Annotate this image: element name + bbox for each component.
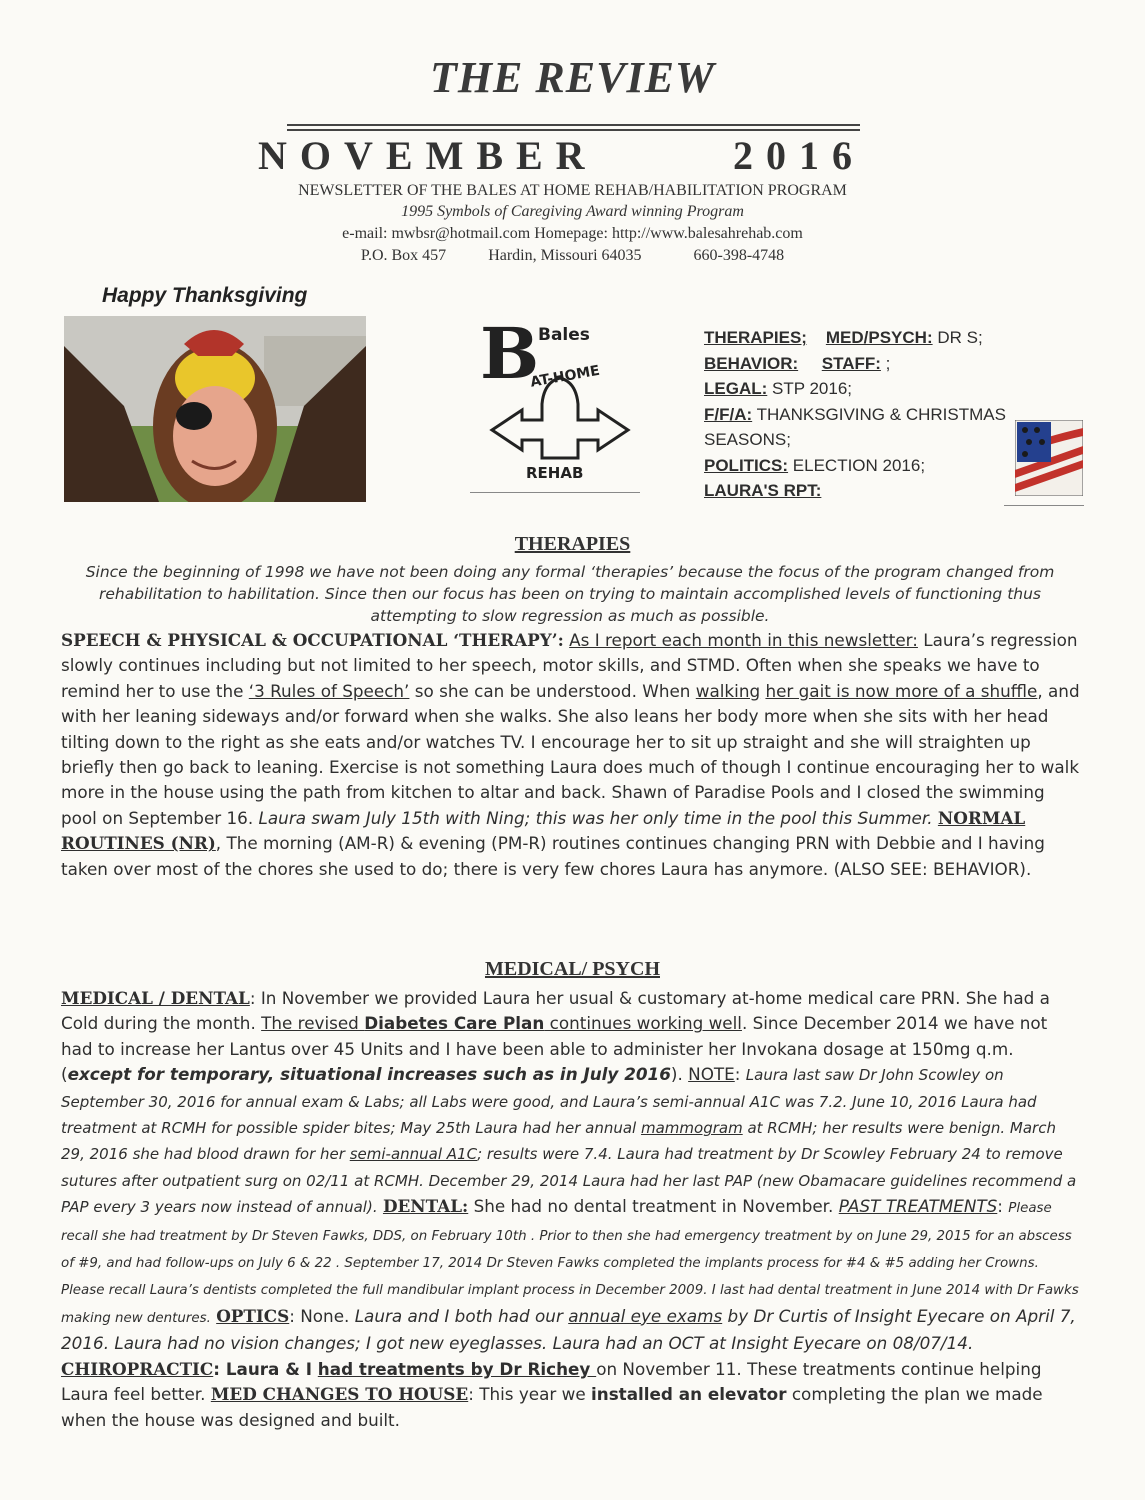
therapy-text-12: , The morning (AM-R) & evening (PM-R) routines continues changing PRN with Debbie and I having taken over most of the chores she used to do; there is very few chores Laura has anymore. (ALSO SEE: BEHAVIOR). bbox=[61, 833, 1045, 879]
medical-history-1: Laura last saw Dr John Scowley on September 30, 2016 for annual exam & Labs; all Labs were good, and Laura’s semi-annual A1C was 7.2. June 10, 2016 Laura had treatment at RCMH for possible spider bites; May 25th Laura had her annual bbox=[61, 1066, 1037, 1138]
title-rule-top bbox=[287, 124, 860, 126]
city: Hardin, Missouri 64035 bbox=[488, 247, 642, 264]
po-box: P.O. Box 457 bbox=[360, 247, 447, 264]
topic-legal: LEGAL: bbox=[704, 379, 768, 398]
past-treatments-text: Please recall she had treatment by Dr Steven Fawks, DDS, on February 10th . Prior to then she had emergency treatment by on June 29, 2015 for an abscess of #9, and had follow-ups on July 6 & 22 . September 17, 2014 Dr Steven Fawks completed the implants process for #4 & #5 adding her Crowns. Please recall Laura’s dentists completed the full mandibular implant process in December 2009. I last had dental treatment in June 2014 with Dr Fawks making new dentures. bbox=[61, 1201, 1079, 1326]
photo-caption: Happy Thanksgiving bbox=[102, 284, 308, 307]
phone: 660-398-4748 bbox=[693, 247, 785, 264]
therapy-text-1: As I report each month in this newsletter: bbox=[569, 630, 918, 650]
topic-med-psych: MED/PSYCH: bbox=[825, 328, 933, 347]
medical-history-2: at RCMH; her results were benign. March 29, 2016 she had blood drawn for her bbox=[61, 1119, 1056, 1164]
therapy-text-4: so she can be understood. When bbox=[409, 680, 696, 701]
therapy-swim-note: Laura swam July 15th with Ning; this was her only time in the pool this Summer. bbox=[258, 807, 933, 828]
logo-label: REHAB bbox=[526, 464, 584, 482]
newsletter-subtitle: NEWSLETTER OF THE BALES AT HOME REHAB/HABILITATION PROGRAM bbox=[298, 182, 847, 199]
optics-heading: OPTICS bbox=[216, 1305, 290, 1326]
semi-annual-a1c: semi-annual A1C bbox=[349, 1145, 478, 1164]
rules-of-speech: ‘3 Rules of Speech’ bbox=[248, 680, 410, 701]
topic-legal-value: STP 2016; bbox=[767, 379, 853, 398]
topic-therapies: THERAPIES; bbox=[704, 328, 807, 347]
contact-line: e-mail: mwbsr@hotmail.com Homepage: http://www.balesahrehab.com bbox=[342, 225, 803, 242]
med-changes-heading: MED CHANGES TO HOUSE bbox=[210, 1384, 469, 1405]
medical-text-8: ). bbox=[670, 1064, 689, 1085]
topic-ffa: F/F/A: bbox=[704, 404, 753, 424]
medical-text-2: : In November we provided Laura her usual & customary at-home medical care PRN. She had a Cold during the month. bbox=[61, 988, 1050, 1034]
logo-letter: B bbox=[480, 318, 540, 395]
normal-routines-heading: NORMAL ROUTINES (NR) bbox=[61, 807, 1026, 854]
medical-text-6: . Since December 2014 we have not had to increase her Lantus over 45 Units and I have been able to administer her Invokana dosage at 150mg q.m. ( bbox=[61, 1013, 1048, 1085]
medical-body bbox=[61, 986, 1081, 1433]
therapy-gait: her gait is now more of a shuffle bbox=[765, 680, 1038, 701]
annual-eye-exams: annual eye exams bbox=[568, 1305, 723, 1326]
optics-text-3: by Dr Curtis of Insight Eyecare on April 7, 2016. Laura had no vision changes; I got new eyeglasses. Laura had an OCT at Insight Eyecare on 08/07/14. bbox=[61, 1305, 1076, 1354]
turkey-costume-photo bbox=[64, 316, 366, 502]
address-line bbox=[0, 247, 1145, 265]
medical-text-20: : bbox=[997, 1196, 1009, 1217]
bales-at-home-rehab-logo bbox=[472, 318, 640, 494]
topic-med-psych-value: DR S; bbox=[932, 328, 983, 347]
medical-text-10: : bbox=[734, 1064, 746, 1085]
flag-underline bbox=[1004, 505, 1084, 506]
elevator-note: installed an elevator bbox=[591, 1384, 787, 1405]
logo-underline bbox=[470, 492, 640, 493]
chiropractic-heading: CHIROPRACTIC bbox=[61, 1358, 214, 1379]
therapy-lead-heading: SPEECH & PHYSICAL & OCCUPATIONAL ‘THERAPY’: bbox=[61, 630, 564, 650]
issue-year: 2016 bbox=[733, 133, 865, 178]
topic-politics: POLITICS: bbox=[704, 455, 789, 475]
topic-lauras-report: LAURA'S RPT: bbox=[704, 481, 822, 500]
chiro-treatments: had treatments by Dr Richey bbox=[317, 1358, 597, 1379]
dental-text: She had no dental treatment in November. bbox=[468, 1196, 839, 1217]
diabetes-care-plan: Diabetes Care Plan bbox=[364, 1013, 545, 1034]
past-treatments-label: PAST TREATMENTS bbox=[838, 1196, 998, 1217]
mammogram: mammogram bbox=[640, 1119, 743, 1138]
topic-staff-value: ; bbox=[880, 353, 891, 373]
medical-text-3: The revised bbox=[261, 1013, 365, 1034]
medical-history-3: ; results were 7.4. Laura had treatment by Dr Scowley February 24 to remove sutures after outpatient surg on 02/11 at RCMH. December 29, 2014 Laura had her last PAP (new Obamacare guidelines recommend a PAP every 3 years now instead of annual). bbox=[61, 1145, 1077, 1217]
chiro-text-1: : Laura & I bbox=[213, 1358, 318, 1379]
therapies-body bbox=[61, 628, 1081, 882]
therapy-text-2: Laura’s regression slowly continues including but not limited to her speech, motor skills, and STMD. Often when she speaks we have to remind her to use the bbox=[61, 630, 1078, 701]
optics-text: : None. bbox=[289, 1305, 355, 1326]
issue-month: NOVEMBER bbox=[258, 133, 598, 178]
medical-exception-note: except for temporary, situational increases such as in July 2016 bbox=[67, 1064, 671, 1085]
topic-behavior: BEHAVIOR: bbox=[704, 353, 799, 373]
dental-heading: DENTAL: bbox=[382, 1196, 469, 1217]
topic-staff: STAFF: bbox=[821, 353, 881, 373]
award-line: 1995 Symbols of Caregiving Award winning Program bbox=[401, 203, 744, 220]
therapies-heading: THERAPIES bbox=[514, 533, 631, 555]
house-text-2: completing the plan we made when the house was designed and built. bbox=[61, 1384, 1043, 1430]
medical-psych-heading: MEDICAL/ PSYCH bbox=[484, 958, 660, 980]
house-text-1: : This year we bbox=[468, 1384, 591, 1405]
therapy-text-8: , and with her leaning sideways and/or forward when she walks. She also leans her body more when she sits with her head tilting down to the right as she eats and/or watches TV. I encourage her to sit up straight and she will straighten up briefly then go back to leaning. Exercise is not something Laura does much of though I continue encouraging her to walk more in the house using the path from kitchen to altar and back. Shawn of Paradise Pools and I closed the swimming pool on September 16. bbox=[61, 680, 1080, 828]
note-label: NOTE bbox=[688, 1064, 735, 1085]
logo-arc-text: AT-HOME bbox=[529, 362, 602, 391]
medical-text-5: continues working well bbox=[544, 1013, 742, 1034]
medical-dental-heading: MEDICAL / DENTAL bbox=[61, 988, 250, 1008]
logo-name: Bales bbox=[538, 325, 590, 345]
title-rule-bottom bbox=[287, 129, 860, 131]
chiro-text-2: on November 11. These treatments continue helping Laura feel better. bbox=[61, 1358, 1042, 1405]
us-flag-icon bbox=[1015, 420, 1083, 496]
topics-index bbox=[704, 325, 1064, 504]
topic-ffa-value: THANKSGIVING & CHRISTMAS SEASONS; bbox=[704, 404, 1006, 449]
therapy-walking: walking bbox=[695, 680, 761, 701]
therapies-intro: Since the beginning of 1998 we have not been doing any formal ‘therapies’ because the focus of the program changed from rehabilitation to habilitation. Since then our focus has been on trying to maintain accomplished levels of functioning thus attempting to slow regression as much as possible. bbox=[85, 563, 1055, 625]
optics-text-2: Laura and I both had our bbox=[354, 1305, 569, 1326]
topic-politics-value: ELECTION 2016; bbox=[788, 455, 926, 475]
newsletter-title: THE REVIEW bbox=[429, 53, 716, 102]
